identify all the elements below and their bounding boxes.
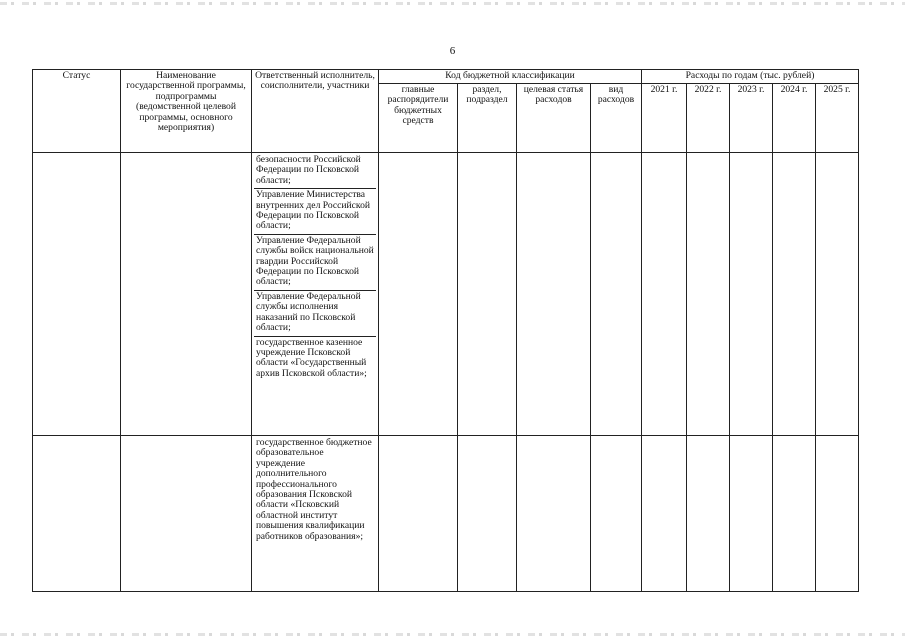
cell-year-2021 <box>642 436 687 592</box>
cell-section <box>458 153 517 436</box>
header-section: раздел, подраздел <box>458 84 517 153</box>
header-row-top <box>33 70 859 84</box>
header-year-2021: 2021 г. <box>642 84 687 153</box>
cell-main-managers <box>379 436 458 592</box>
scan-artifact-top <box>0 2 905 5</box>
cell-main-managers <box>379 153 458 436</box>
cell-year-2025 <box>816 436 859 592</box>
cell-target-item <box>517 153 591 436</box>
cell-expense-type <box>591 153 642 436</box>
executor-item: Управление Федеральной службы исполнения наказаний по Псковской области; <box>254 291 376 337</box>
cell-year-2022 <box>687 153 730 436</box>
cell-executors <box>252 153 379 436</box>
header-status: Статус <box>33 70 121 153</box>
header-target-item: целевая статья расходов <box>517 84 591 153</box>
cell-program-name <box>121 436 252 592</box>
cell-status <box>33 153 121 436</box>
table-row <box>33 436 859 592</box>
cell-executors <box>252 436 379 592</box>
header-year-2022: 2022 г. <box>687 84 730 153</box>
header-budget-code: Код бюджетной классификации <box>379 70 642 84</box>
header-program-name: Наименование государственной программы, подпрограммы (ведомственной целевой программы, основного мероприятия) <box>121 70 252 153</box>
cell-year-2023 <box>730 153 773 436</box>
executor-item: Управление Федеральной службы войск национальной гвардии Российской Федерации по Псковской области; <box>254 235 376 291</box>
cell-target-item <box>517 436 591 592</box>
header-main-managers: главные распорядители бюджетных средств <box>379 84 458 153</box>
cell-year-2024 <box>773 153 816 436</box>
header-executor: Ответственный исполнитель, соисполнители, участники <box>252 70 379 153</box>
executor-item: безопасности Российской Федерации по Псковской области; <box>254 154 376 189</box>
cell-year-2021 <box>642 153 687 436</box>
budget-table <box>32 69 859 592</box>
cell-year-2022 <box>687 436 730 592</box>
header-year-2024: 2024 г. <box>773 84 816 153</box>
header-year-2023: 2023 г. <box>730 84 773 153</box>
executor-item: государственное бюджетное образовательное учреждение дополнительного профессионального образования Псковской области «Псковский областной институт повышения квалификации работников образования»; <box>256 437 372 542</box>
cell-section <box>458 436 517 592</box>
cell-expense-type <box>591 436 642 592</box>
page-number: 6 <box>449 45 456 57</box>
cell-status <box>33 436 121 592</box>
cell-year-2024 <box>773 436 816 592</box>
cell-year-2025 <box>816 153 859 436</box>
table-row <box>33 153 859 436</box>
executor-item: Управление Министерства внутренних дел Российской Федерации по Псковской области; <box>254 189 376 235</box>
cell-year-2023 <box>730 436 773 592</box>
executor-item: государственное казенное учреждение Псковской области «Государственный архив Псковской области»; <box>256 336 367 379</box>
header-expenses: Расходы по годам (тыс. рублей) <box>642 70 859 84</box>
header-year-2025: 2025 г. <box>816 84 859 153</box>
cell-program-name <box>121 153 252 436</box>
header-expense-type: вид расходов <box>591 84 642 153</box>
scan-artifact-bottom <box>0 633 905 636</box>
